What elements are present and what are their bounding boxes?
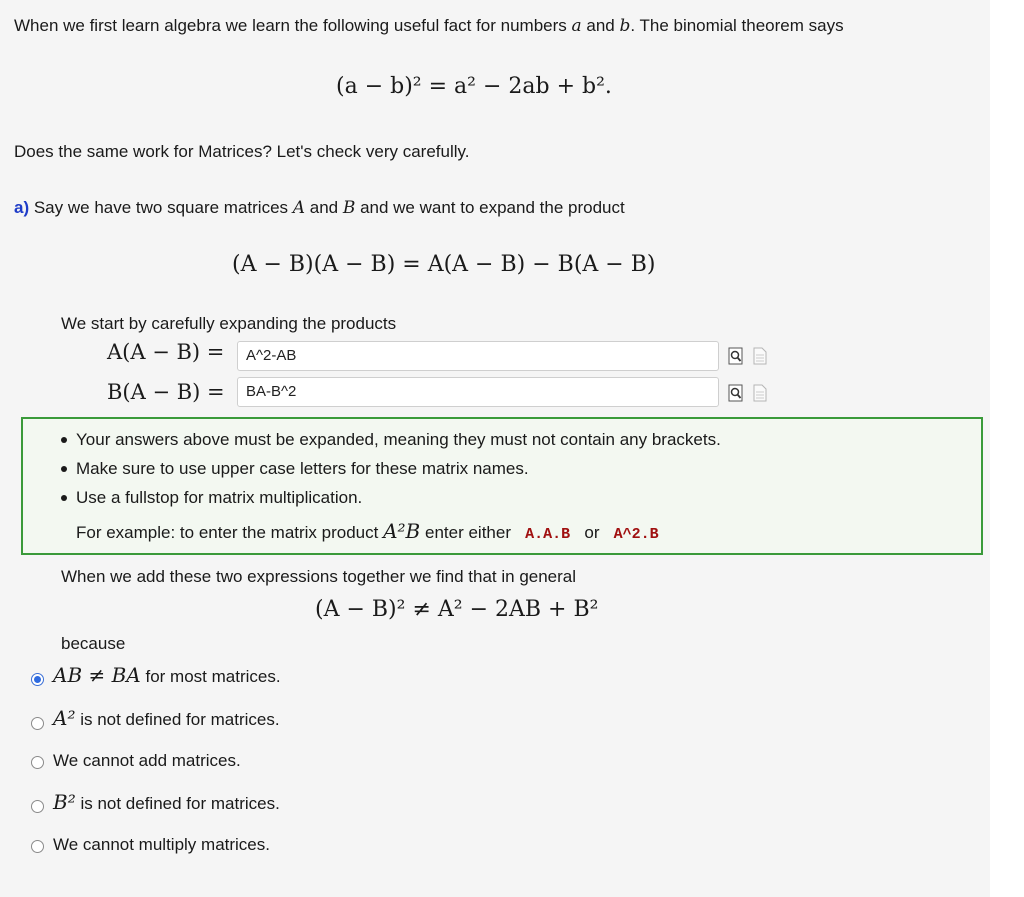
answer-1-lhs: A(A − B) = bbox=[107, 340, 225, 364]
product-formula: (A − B)(A − B) = A(A − B) − B(A − B) bbox=[232, 252, 656, 277]
option-2-label[interactable]: A² is not defined for matrices. bbox=[53, 706, 280, 730]
answer-2-input[interactable]: BA-B^2 bbox=[237, 377, 719, 407]
sum-text: When we add these two expressions together we find that in general bbox=[61, 567, 577, 586]
example-code-1: A.A.B bbox=[525, 526, 571, 543]
option-4-label[interactable]: B² is not defined for matrices. bbox=[53, 790, 280, 814]
bullet bbox=[61, 437, 67, 443]
document-icon[interactable] bbox=[752, 384, 768, 402]
answer-1-input[interactable]: A^2-AB bbox=[237, 341, 719, 371]
option-3-label[interactable]: We cannot add matrices. bbox=[53, 751, 241, 770]
note-1: Your answers above must be expanded, meaning they must not contain any brackets. bbox=[76, 430, 721, 449]
option-5-label[interactable]: We cannot multiply matrices. bbox=[53, 835, 270, 854]
example-line: For example: to enter the matrix product A²B enter either A.A.B or A^2.B bbox=[76, 519, 659, 543]
because-text: because bbox=[61, 634, 126, 653]
document-icon[interactable] bbox=[752, 347, 768, 365]
validate-icon[interactable] bbox=[728, 384, 744, 402]
option-radio-1[interactable] bbox=[31, 673, 44, 686]
bullet bbox=[61, 466, 67, 472]
expand-prompt: We start by carefully expanding the products bbox=[61, 314, 397, 333]
note-2: Make sure to use upper case letters for these matrix names. bbox=[76, 459, 529, 478]
option-1-label[interactable]: AB ≠ BA for most matrices. bbox=[53, 663, 281, 687]
option-radio-5[interactable] bbox=[31, 840, 44, 853]
part-a-label: a) bbox=[14, 198, 30, 217]
inequality-formula: (A − B)² ≠ A² − 2AB + B² bbox=[315, 597, 599, 622]
option-radio-2[interactable] bbox=[31, 717, 44, 730]
validate-icon[interactable] bbox=[728, 347, 744, 365]
option-radio-3[interactable] bbox=[31, 756, 44, 769]
answer-2-lhs: B(A − B) = bbox=[107, 380, 225, 404]
binomial-formula: (a − b)² = a² − 2ab + b². bbox=[336, 74, 612, 99]
example-code-2: A^2.B bbox=[613, 526, 659, 543]
note-3: Use a fullstop for matrix multiplication. bbox=[76, 488, 363, 507]
option-radio-4[interactable] bbox=[31, 800, 44, 813]
bullet bbox=[61, 495, 67, 501]
intro-text: When we first learn algebra we learn the following useful fact for numbers a and b. The binomial theorem says bbox=[14, 16, 844, 36]
part-a-text: a) Say we have two square matrices A and B and we want to expand the product bbox=[14, 198, 625, 218]
question-text: Does the same work for Matrices? Let's check very carefully. bbox=[14, 142, 470, 161]
